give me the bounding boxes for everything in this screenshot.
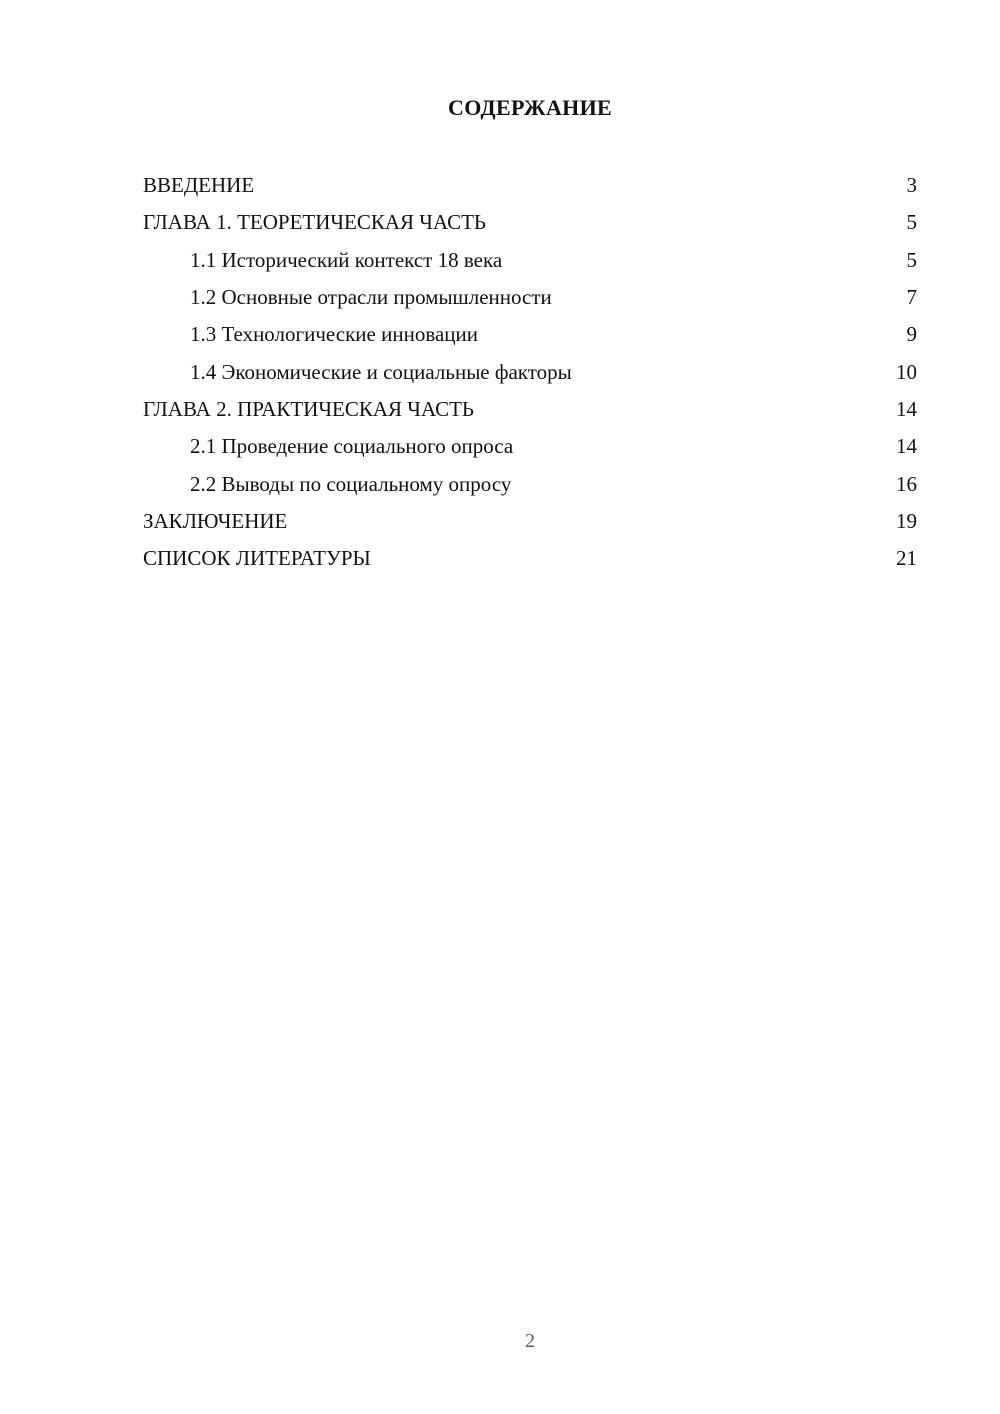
toc-entry: [143, 540, 917, 577]
toc-entry-label: ГЛАВА 2. ПРАКТИЧЕСКАЯ ЧАСТЬ: [143, 396, 474, 421]
page-title: СОДЕРЖАНИЕ: [448, 95, 612, 120]
toc-entry-label: ВВЕДЕНИЕ: [143, 173, 255, 198]
toc-entry-label: 1.3 Технологические инновации: [190, 322, 478, 347]
document-content: [143, 95, 917, 577]
toc-entry-page: 16: [896, 471, 917, 496]
toc-entry-label: 1.4 Экономические и социальные факторы: [190, 359, 572, 384]
toc-entry: [143, 242, 917, 279]
toc-entry: [143, 353, 917, 390]
toc-entry-page: 19: [896, 508, 917, 533]
toc-entry-page: 9: [906, 322, 917, 347]
toc-entry-label: ГЛАВА 1. ТЕОРЕТИЧЕСКАЯ ЧАСТЬ: [143, 210, 486, 235]
toc-entry-page: 21: [896, 546, 917, 571]
toc-entry: [143, 279, 917, 316]
toc-entry: [143, 167, 917, 204]
toc-list: [143, 167, 917, 577]
toc-entry-page: 7: [906, 285, 917, 310]
toc-entry-label: ЗАКЛЮЧЕНИЕ: [143, 508, 288, 533]
toc-entry: [143, 391, 917, 428]
toc-entry-page: 5: [906, 247, 917, 272]
toc-entry-page: 14: [896, 396, 917, 421]
toc-entry-label: 1.1 Исторический контекст 18 века: [190, 247, 503, 272]
toc-entry-label: 1.2 Основные отрасли промышленности: [190, 285, 552, 310]
toc-entry: [143, 204, 917, 241]
toc-entry: [143, 316, 917, 353]
footer-page-number: 2: [525, 1330, 535, 1352]
toc-entry: [143, 465, 917, 502]
toc-entry: [143, 428, 917, 465]
toc-entry-label: 2.2 Выводы по социальному опросу: [190, 471, 512, 496]
toc-entry-label: СПИСОК ЛИТЕРАТУРЫ: [143, 546, 371, 571]
toc-entry-page: 5: [906, 210, 917, 235]
toc-entry-page: 10: [896, 359, 917, 384]
toc-entry-page: 3: [906, 173, 917, 198]
toc-entry: [143, 503, 917, 540]
toc-entry-label: 2.1 Проведение социального опроса: [190, 434, 514, 459]
toc-entry-page: 14: [896, 434, 917, 459]
